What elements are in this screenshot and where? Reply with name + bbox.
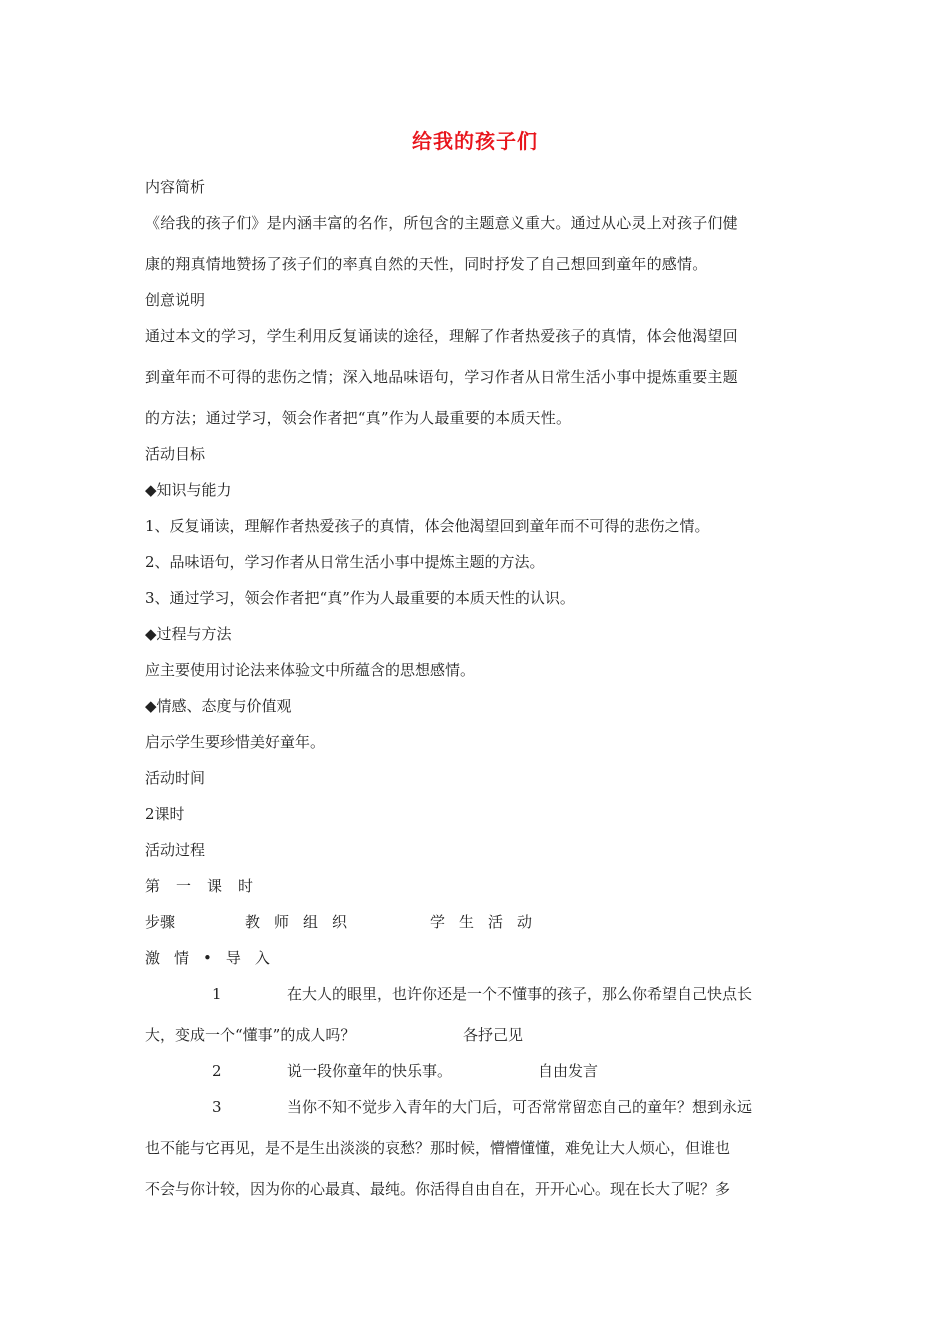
- item-1-student: 各抒己见: [463, 1026, 524, 1044]
- item-3-text-2: 也不能与它再见，是不是生出淡淡的哀愁？那时候，懵懵懂懂，难免让大人烦心，但谁也: [145, 1139, 731, 1157]
- item-2-student: 自由发言: [538, 1062, 599, 1080]
- item-2-number: 2: [212, 1062, 222, 1080]
- table-header-step: 步骤: [145, 913, 176, 931]
- goal1-item-1: 1、反复诵读，理解作者热爱孩子的真情，体会他渴望回到童年而不可得的悲伤之情。: [145, 517, 710, 535]
- goal2-heading: ◆过程与方法: [145, 625, 232, 643]
- goal1-heading: ◆知识与能力: [145, 481, 232, 499]
- table-header-student: 学生活动: [430, 913, 547, 931]
- process-heading: 活动过程: [145, 841, 206, 859]
- summary-text-2: 康的翔真情地赞扬了孩子们的率真自然的天性，同时抒发了自己想回到童年的感情。: [145, 255, 708, 273]
- page-title: 给我的孩子们: [412, 129, 538, 153]
- item-2-text-1: 说一段你童年的快乐事。: [287, 1062, 453, 1080]
- stage-label: 激情•导入: [145, 949, 284, 967]
- item-3-text-3: 不会与你计较，因为你的心最真、最纯。你活得自由自在，开开心心。现在长大了呢？多: [145, 1180, 731, 1198]
- item-3-number: 3: [212, 1098, 222, 1116]
- lesson-label: 第一课时: [145, 877, 270, 895]
- summary-text-1: 《给我的孩子们》是内涵丰富的名作，所包含的主题意义重大。通过从心灵上对孩子们健: [145, 214, 738, 232]
- item-1-text-2: 大，变成一个“懂事”的成人吗？: [145, 1026, 356, 1044]
- goal3-heading: ◆情感、态度与价值观: [145, 697, 292, 715]
- goal2-text: 应主要使用讨论法来体验文中所蕴含的思想感情。: [145, 661, 476, 679]
- item-1-number: 1: [212, 985, 222, 1003]
- idea-heading: 创意说明: [145, 291, 206, 309]
- summary-heading: 内容简析: [145, 178, 206, 196]
- table-header-teacher: 教师组织: [245, 913, 362, 931]
- idea-text-1: 通过本文的学习，学生利用反复诵读的途径，理解了作者热爱孩子的真情，体会他渴望回: [145, 327, 738, 345]
- item-3-text-1: 当你不知不觉步入青年的大门后，可否常常留恋自己的童年？想到永远: [287, 1098, 753, 1116]
- goal3-text: 启示学生要珍惜美好童年。: [145, 733, 326, 751]
- idea-text-3: 的方法；通过学习，领会作者把“真”作为人最重要的本质天性。: [145, 409, 572, 427]
- item-1-text-1: 在大人的眼里，也许你还是一个不懂事的孩子，那么你希望自己快点长: [287, 985, 753, 1003]
- time-text: 2课时: [145, 805, 185, 823]
- time-heading: 活动时间: [145, 769, 206, 787]
- goal1-item-2: 2、品味语句，学习作者从日常生活小事中提炼主题的方法。: [145, 553, 545, 571]
- goals-heading: 活动目标: [145, 445, 206, 463]
- goal1-item-3: 3、通过学习，领会作者把“真”作为人最重要的本质天性的认识。: [145, 589, 575, 607]
- idea-text-2: 到童年而不可得的悲伤之情；深入地品味语句，学习作者从日常生活小事中提炼重要主题: [145, 368, 738, 386]
